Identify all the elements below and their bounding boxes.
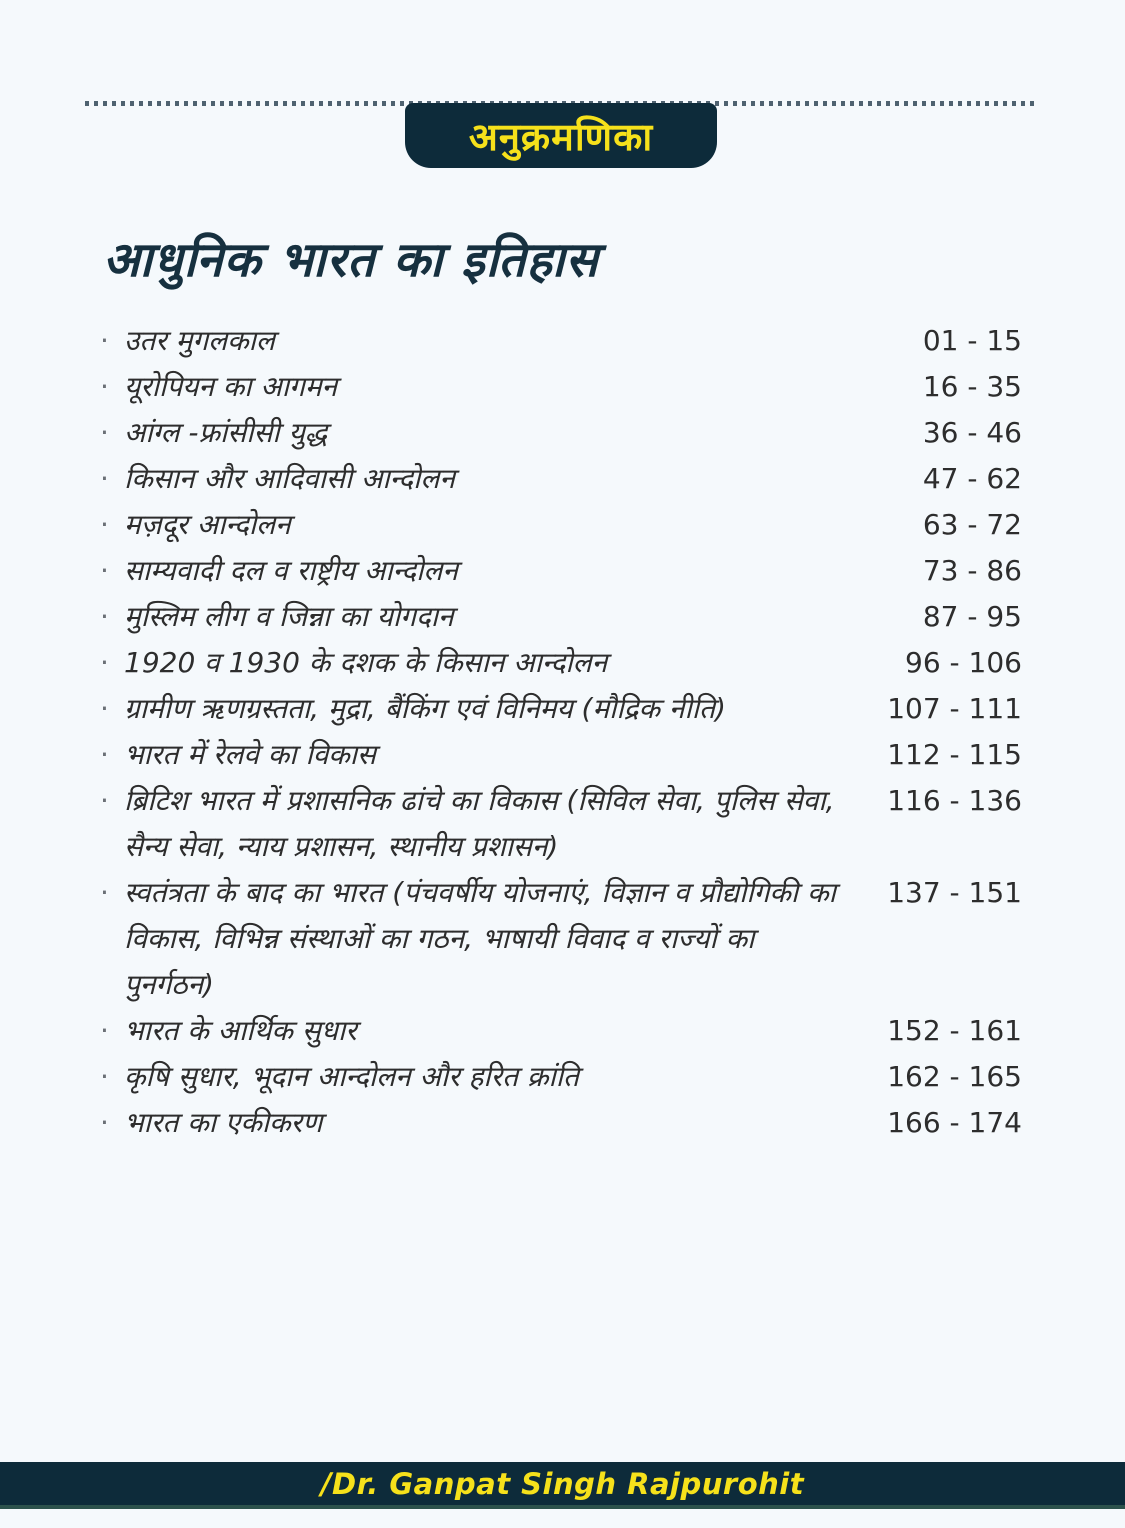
bullet-icon: · [100,508,109,541]
toc-item-pages: 152 - 161 [887,1014,1022,1047]
toc-item-pages: 36 - 46 [922,416,1022,449]
toc-item-pages: 63 - 72 [922,508,1022,541]
toc-row [100,548,1022,594]
bullet-icon: · [100,1060,109,1093]
toc-row [100,318,1022,364]
toc-item-pages: 116 - 136 [887,784,1022,817]
toc-item-pages: 16 - 35 [922,370,1022,403]
toc-item-label: ब्रिटिश भारत में प्रशासनिक ढांचे का विकास (सिविल सेवा, पुलिस सेवा, सैन्य सेवा, न्याय प्रशासन, स्थानीय प्रशासन) [124,784,835,863]
toc-item-label: 1920 व 1930 के दशक के किसान आन्दोलन [124,646,608,679]
toc-item-label: स्वतंत्रता के बाद का भारत (पंचवर्षीय योजनाएं, विज्ञान व प्रौद्योगिकी का विकास, विभिन्न संस्थाओं का गठन, भाषायी विवाद व राज्यों का पुनर्गठन) [124,876,836,1001]
toc-item-label: साम्यवादी दल व राष्ट्रीय आन्दोलन [124,554,458,587]
toc-row [100,686,1022,732]
toc-row [100,640,1022,686]
toc-item-label: कृषि सुधार, भूदान आन्दोलन और हरित क्रांति [124,1060,579,1093]
page-title: आधुनिक भारत का इतिहास [103,232,599,288]
toc-item-label: किसान और आदिवासी आन्दोलन [124,462,455,495]
toc-row [100,502,1022,548]
toc-item-label: मुस्लिम लीग व जिन्ना का योगदान [124,600,454,633]
bullet-icon: · [100,738,109,771]
toc-item-pages: 137 - 151 [887,876,1022,909]
toc-item-label: यूरोपियन का आगमन [124,370,338,403]
toc-item-label: भारत का एकीकरण [124,1106,323,1139]
bullet-icon: · [100,876,109,909]
toc-row [100,732,1022,778]
toc-row [100,456,1022,502]
toc-row [100,1100,1022,1146]
toc-item-pages: 162 - 165 [887,1060,1022,1093]
bullet-icon: · [100,784,109,817]
footer-bar [0,1462,1125,1509]
bullet-icon: · [100,646,109,679]
toc-item-pages: 73 - 86 [922,554,1022,587]
toc-item-pages: 96 - 106 [905,646,1022,679]
header-badge-label: अनुक्रमणिका [468,114,654,159]
toc-item-pages: 01 - 15 [922,324,1022,357]
toc-row [100,1054,1022,1100]
toc-item-pages: 166 - 174 [887,1106,1022,1139]
toc-row [100,364,1022,410]
bullet-icon: · [100,692,109,725]
footer-credit: /Dr. Ganpat Singh Rajpurohit [320,1466,805,1501]
toc-item-label: भारत में रेलवे का विकास [124,738,376,771]
toc-row [100,594,1022,640]
toc-row [100,870,1022,1008]
toc-item-label: आंग्ल -फ्रांसीसी युद्ध [124,416,328,449]
toc-item-pages: 87 - 95 [922,600,1022,633]
toc-item-label: उतर मुगलकाल [124,324,275,357]
toc-item-pages: 47 - 62 [922,462,1022,495]
bullet-icon: · [100,600,109,633]
bullet-icon: · [100,1014,109,1047]
toc-item-label: भारत के आर्थिक सुधार [124,1014,357,1047]
bullet-icon: · [100,462,109,495]
bullet-icon: · [100,416,109,449]
bullet-icon: · [100,554,109,587]
toc-item-pages: 112 - 115 [887,738,1022,771]
bullet-icon: · [100,1106,109,1139]
bullet-icon: · [100,324,109,357]
bullet-icon: · [100,370,109,403]
toc-row [100,410,1022,456]
toc-item-label: ग्रामीण ऋणग्रस्तता, मुद्रा, बैंकिंग एवं विनिमय (मौद्रिक नीति) [124,692,726,725]
toc-row [100,1008,1022,1054]
toc-item-label: मज़दूर आन्दोलन [124,508,291,541]
toc-row [100,778,1022,870]
toc-item-pages: 107 - 111 [887,692,1022,725]
toc-list [100,318,1022,1146]
header-badge [405,103,717,168]
